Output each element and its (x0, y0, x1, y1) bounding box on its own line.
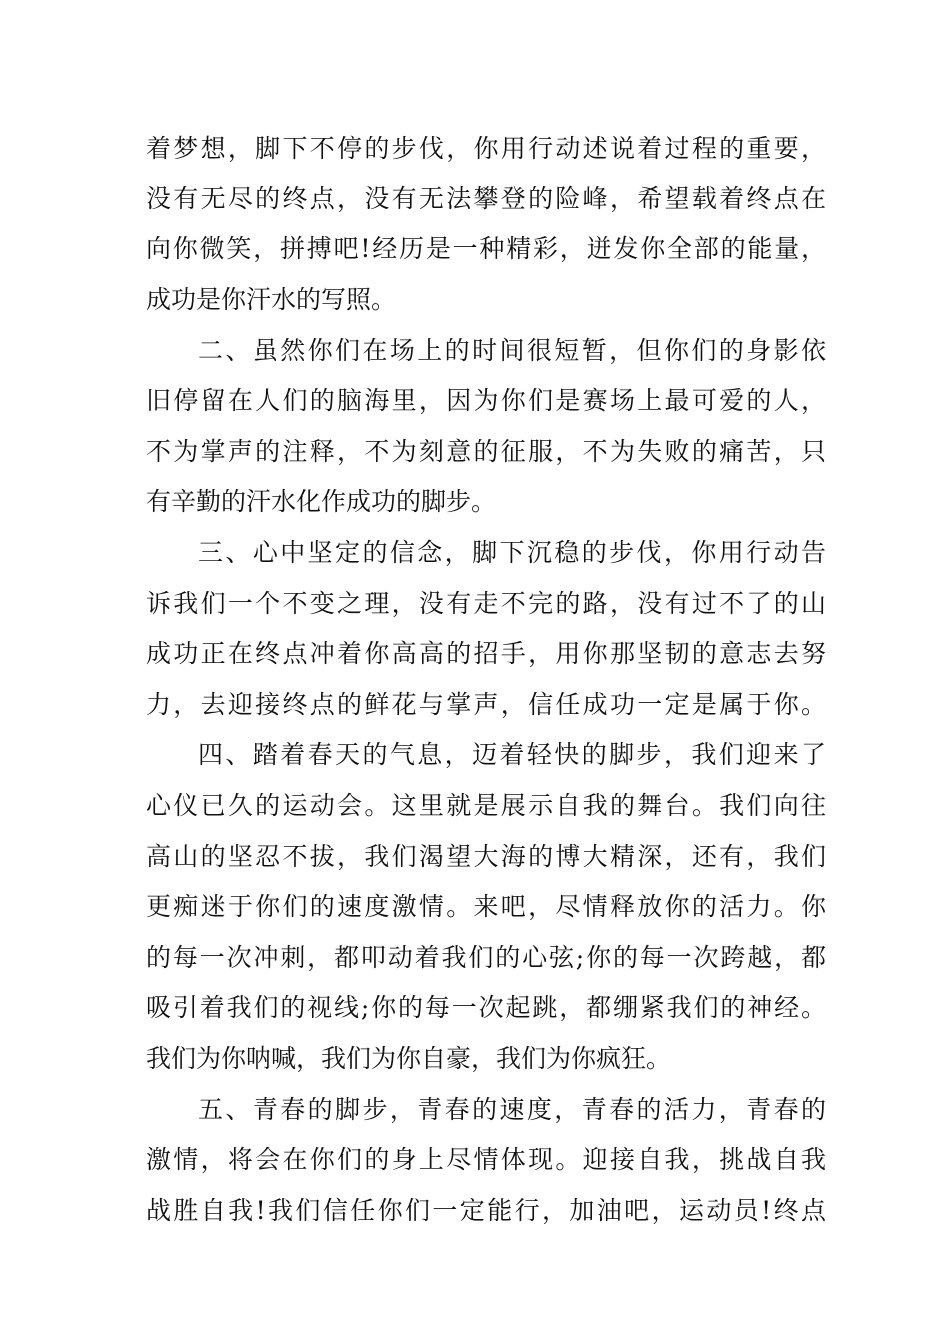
text-line: 更痴迷于你们的速度激情。来吧，尽情释放你的活力。你 (146, 892, 826, 921)
text-line: 吸引着我们的视线;你的每一次起跳，都绷紧我们的神经。 (146, 993, 826, 1022)
text-line: 心仪已久的运动会。这里就是展示自我的舞台。我们向往 (146, 791, 826, 820)
text-line: 力，去迎接终点的鲜花与掌声，信任成功一定是属于你。 (146, 690, 826, 719)
text-line: 诉我们一个不变之理，没有走不完的路，没有过不了的山 (146, 589, 826, 618)
text-line: 着梦想，脚下不停的步伐，你用行动述说着过程的重要， (146, 134, 826, 163)
text-line: 有辛勤的汗水化作成功的脚步。 (146, 487, 497, 516)
text-line: 旧停留在人们的脑海里，因为你们是赛场上最可爱的人， (146, 386, 826, 415)
text-line: 不为掌声的注释，不为刻意的征服，不为失败的痛苦，只 (146, 437, 826, 466)
paragraph-start-line: 二、虽然你们在场上的时间很短暂，但你们的身影依 (198, 336, 826, 365)
paragraph-start-line: 五、青春的脚步，青春的速度，青春的活力，青春的 (198, 1095, 826, 1124)
text-line: 高山的坚忍不拔，我们渴望大海的博大精深，还有，我们 (146, 842, 826, 871)
text-line: 激情，将会在你们的身上尽情体现。迎接自我，挑战自我 (146, 1145, 826, 1174)
text-line: 成功正在终点冲着你高高的招手，用你那坚韧的意志去努 (146, 639, 826, 668)
text-line: 向你微笑，拼搏吧!经历是一种精彩，迸发你全部的能量， (146, 234, 826, 263)
text-line: 战胜自我!我们信任你们一定能行，加油吧，运动员!终点 (146, 1196, 826, 1225)
paragraph-start-line: 四、踏着春天的气息，迈着轻快的脚步，我们迎来了 (198, 740, 826, 769)
text-line: 没有无尽的终点，没有无法攀登的险峰，希望载着终点在 (146, 184, 826, 213)
text-line: 我们为你呐喊，我们为你自豪，我们为你疯狂。 (146, 1044, 672, 1073)
text-line: 的每一次冲刺，都叩动着我们的心弦;你的每一次跨越，都 (146, 943, 826, 972)
paragraph-start-line: 三、心中坚定的信念，脚下沉稳的步伐，你用行动告 (198, 538, 826, 567)
text-line: 成功是你汗水的写照。 (146, 285, 397, 314)
